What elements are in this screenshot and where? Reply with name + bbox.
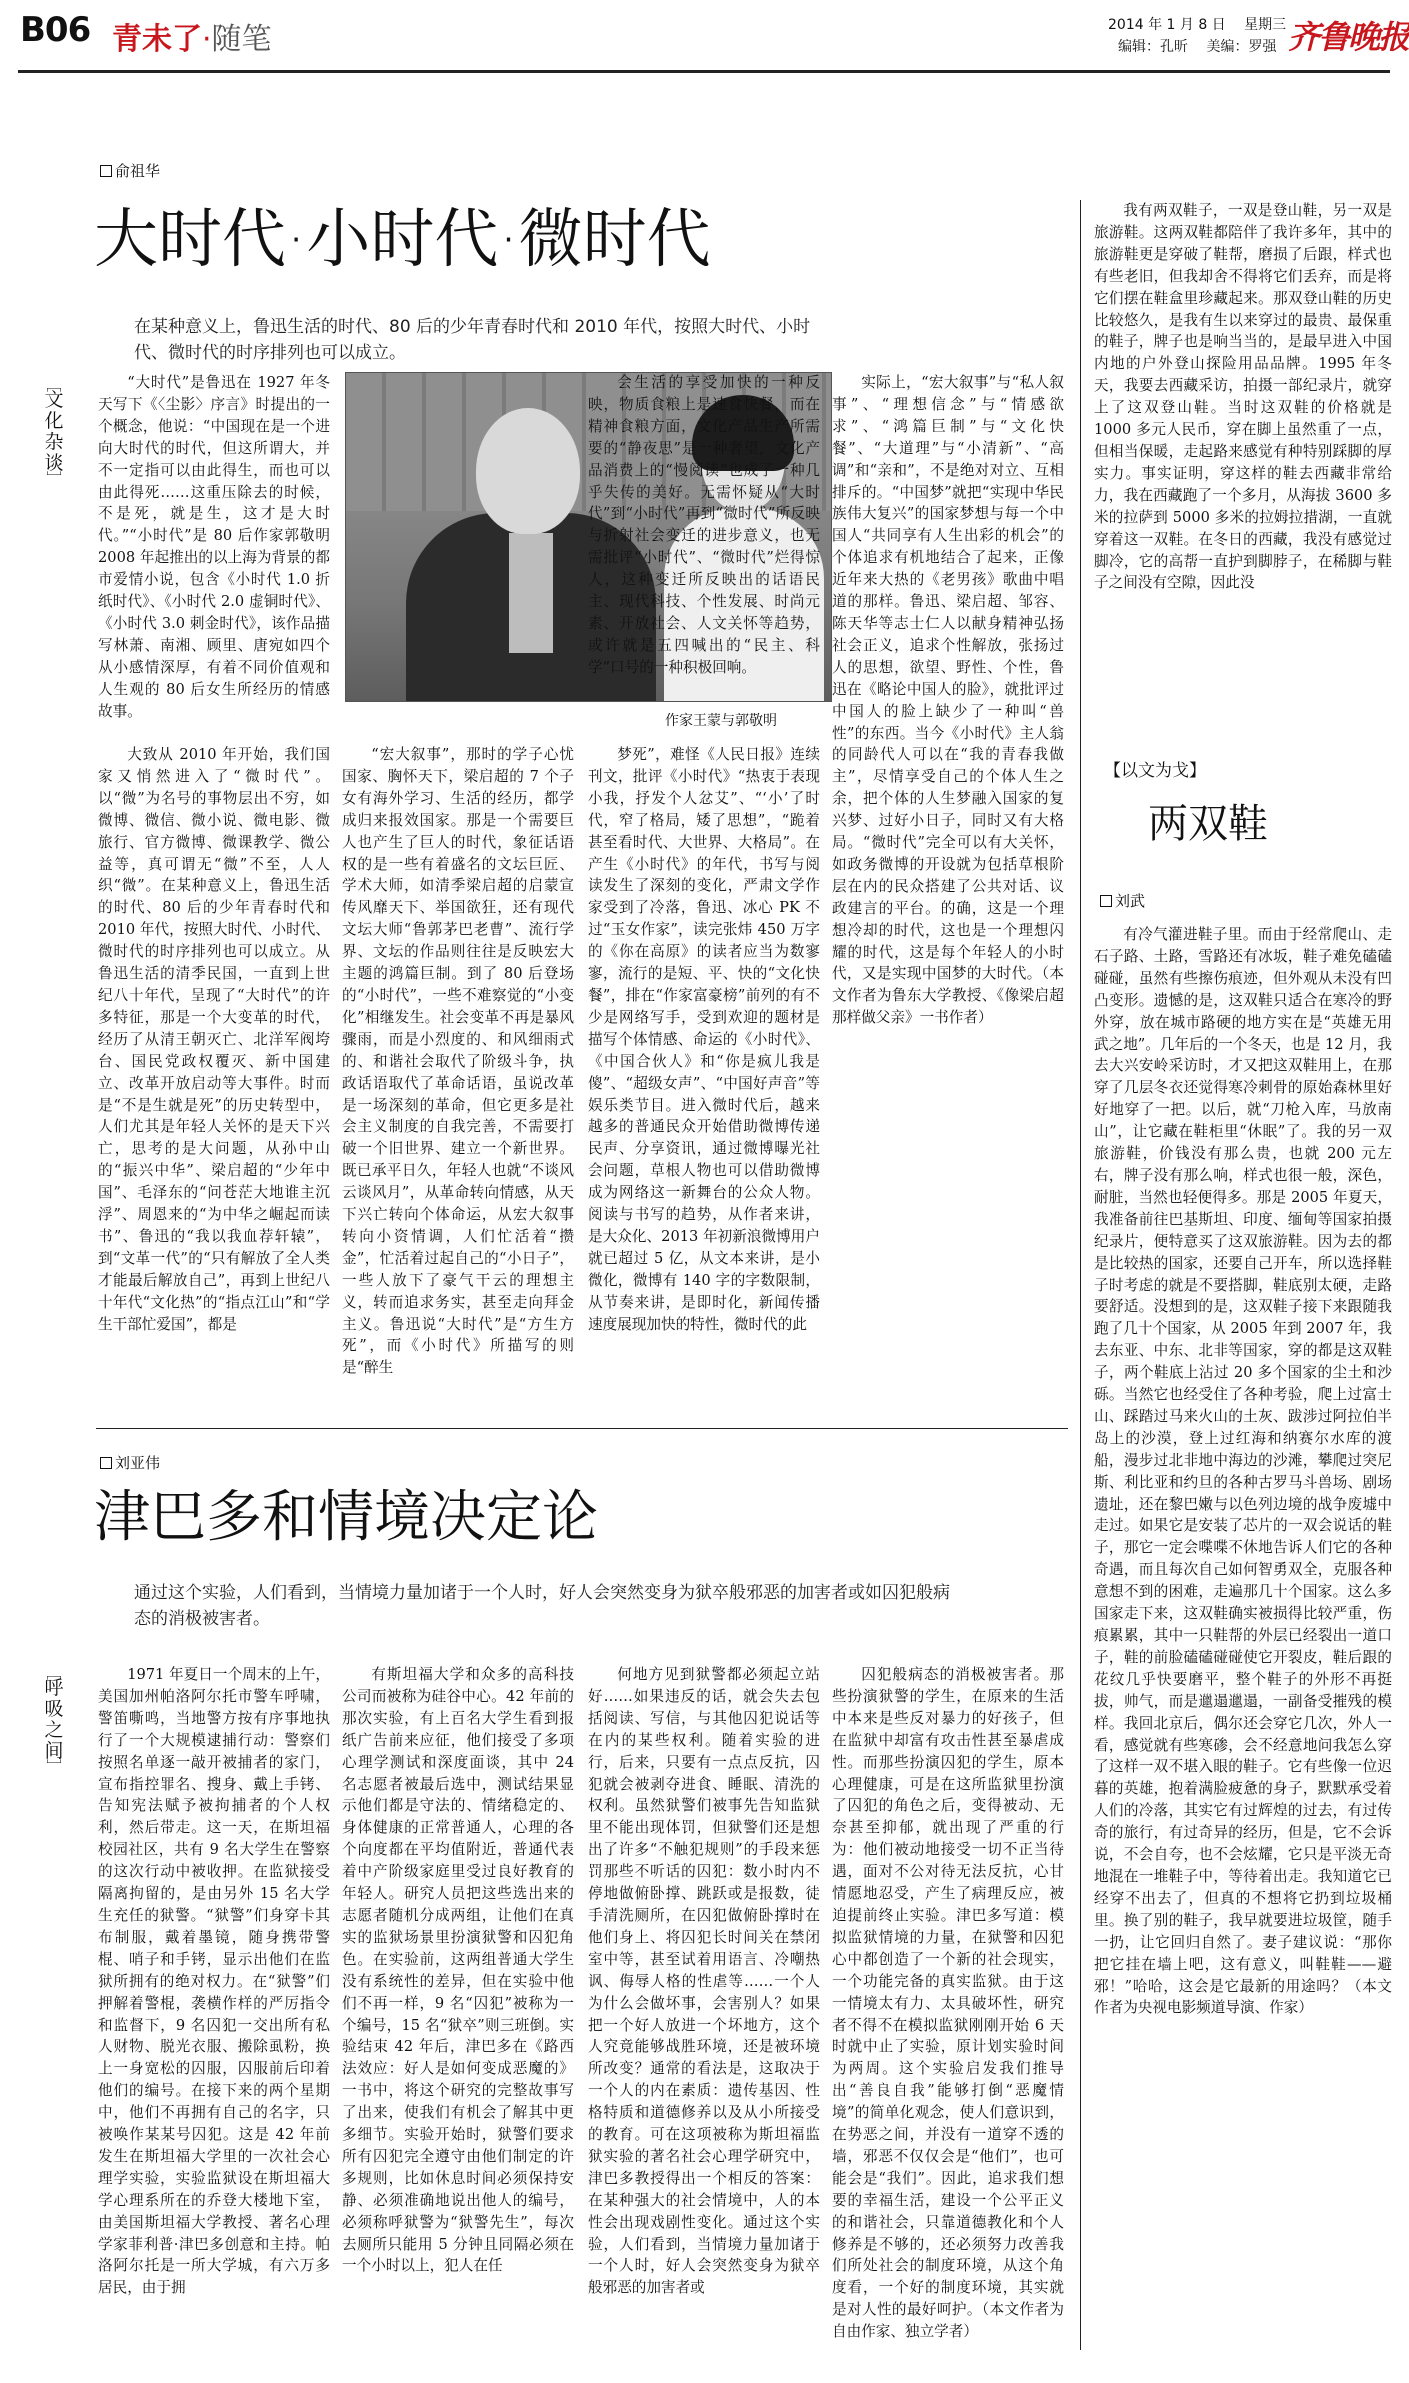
column-label-char: 谈: [44, 452, 64, 474]
paragraph: 大致从 2010 年开始，我们国家又悄然进入了“微时代”。以“微”为名号的事物层出不穷，如微博、微信、微小说、微电影、微旅行、官方微博、微课教学、微公益等，真可谓无“微”不至，人人织“微”。在某种意义上，鲁迅生活的时代、80 后的少年青春时代和 2010 年代，按照大时代、小时代、微时代的时序排列也可以成立。从鲁迅生活的清季民国，一直到上世纪八十年代，呈现了“大时代”的许多特征，那是一个大变革的时代，经历了从清王朝灭亡、北洋军阀垮台、国民党政权覆灭、新中国建立、改革开放启动等大事件。时而是“不是生就是死”的历史转型中，人们尤其是年轻人关怀的是天下兴亡，思考的是大问题，从孙中山的“振兴中华”、梁启超的“少年中国”、毛泽东的“问苍茫大地谁主沉浮”、周恩来的“为中华之崛起而读书”、鲁迅的“我以我血荐轩辕”，到“文革一代”的“只有解放了全人类才能最后解放自己”，再到上世纪八十年代“文化热”的“指点江山”和“学生干部忙爱国”，都是: [98, 746, 330, 1333]
article1-author: 俞祖华: [115, 162, 161, 180]
article3-section-tag: 【以文为戈】: [1104, 761, 1206, 781]
article1-col3-bottom: [588, 744, 820, 1416]
issue-date: 2014 年 1 月 8 日: [1108, 17, 1226, 33]
article2-col4: [832, 1664, 1064, 2358]
article2-col2: [342, 1664, 574, 2358]
column-label-char: 呼: [44, 1677, 64, 1699]
article3-byline: [1100, 890, 1145, 911]
byline-box-icon: [1100, 895, 1112, 907]
paragraph: 有斯坦福大学和众多的高科技公司而被称为硅谷中心。42 年前的那次实验，有上百名大学生看到报纸广告前来应征，他们接受了多项心理学测试和深度面谈，其中 24 名志愿者被最后选中，测试结果显示他们都是守法的、情绪稳定的、身体健康的正常普通人，心理的各个向度都在平均值附近，普通代表着中产阶级家庭里受过良好教育的年轻人。研究人员把这些选出来的志愿者随机分成两组，让他们在真实的监狱场景里扮演狱警和囚犯角色。在实验前，这两组普通大学生没有系统性的差异，但在实验中他们不再一样，9 名“囚犯”被称为一个编号，15 名“狱卒”则三班倒。实验结束 42 年后，津巴多在《路西法效应：好人是如何变成恶魔的》一书中，将这个研究的完整故事写了出来，使我们有机会了解其中更多细节。实验开始时，狱警们要求所有囚犯完全遵守由他们制定的许多规则，比如休息时间必须保持安静、必须准确地说出他人的编号，必须称呼狱警为“狱警先生”，每次去厕所只能用 5 分钟且同隔必须在一个小时以上，犯人在任: [342, 1666, 574, 2275]
article3-author: 刘武: [1115, 892, 1146, 910]
issue-weekday: 星期三: [1244, 17, 1287, 33]
page-code: B06: [20, 10, 91, 50]
article1-photo-caption: 作家王蒙与郭敬明: [665, 713, 777, 729]
article2-lead: 通过这个实验，人们看到，当情境力量加诸于一个人时，好人会突然变身为狱卒般邪恶的加害者或如囚犯般病态的消极被害者。: [134, 1583, 950, 1629]
article1-lead: 在某种意义上，鲁迅生活的时代、80 后的少年青春时代和 2010 年代，按照大时代、小时代、微时代的时序排列也可以成立。: [134, 317, 811, 363]
editor-credit: 编辑：孔昕: [1118, 39, 1188, 55]
section-name-gray: 随笔: [211, 22, 272, 57]
article2-column-label: ﹇ 呼 吸 之 间 ﹈: [44, 1664, 64, 1776]
article1-col1-top: [98, 372, 330, 744]
paragraph: “大时代”是鲁迅在 1927 年冬天写下《〈尘影〉序言》时提出的一个概念，他说：“中国现在是一个进向大时代的时代，但这所谓大，并不一定指可以由此得生，而也可以由此得死……这重压除去的时候，不是死，就是生，这才是大时代。”“小时代”是 80 后作家郭敬明 2008 年起推出的以上海为背景的都市爱情小说，包含《小时代 1.0 折纸时代》、《小时代 2.0 虚铜时代》、《小时代 3.0 刺金时代》，该作品描写林萧、南湘、顾里、唐宛如四个从小感情深厚，有着不同价值观和人生观的 80 后女生所经历的情感故事。: [98, 374, 330, 720]
section-dot: ·: [202, 22, 212, 57]
paragraph: 有冷气灌进鞋子里。而由于经常爬山、走石子路、土路，雪路还有冰坂，鞋子难免磕磕碰碰，虽然有些擦伤痕迹，但外观从未没有凹凸变形。遗憾的是，这双鞋只适合在寒冷的野外穿，放在城市路硬的地方实在是“英雄无用武之地”。几年后的一个冬天，也是 12 月，我去大兴安岭采访时，才又把这双鞋用上，在那穿了几层冬衣还觉得寒冷刺骨的原始森林里好好地穿了一把。以后，就“刀枪入库，马放南山”，让它藏在鞋柜里“休眠”了。我的另一双旅游鞋，价钱没有那么贵，也就 200 元左右，牌子没有那么响，样式也很一般，深色，耐脏，当然也轻便得多。那是 2005 年夏天，我准备前往巴基斯坦、印度、缅甸等国家拍摄纪录片，便特意买了这双旅游鞋。因为去的都是比较热的国家，还要自己开车，所以选择鞋子时考虑的就是不要搭脚，鞋底别太硬，走路要舒适。没想到的是，这双鞋子接下来跟随我跑了几十个国家，从 2005 年到 2007 年，我去东亚、中东、北非等国家，穿的都是这双鞋子，两个鞋底上沾过 20 多个国家的尘土和沙砾。当然它也经受住了各种考验，爬上过富士山、踩踏过马来火山的土灰、跋涉过阿拉伯半岛上的沙漠，登上过红海和纳赛尔水库的渡船，漫步过北非地中海边的沙滩，攀爬过突尼斯、利比亚和约旦的各种古罗马斗兽场、剧场遗址，还在黎巴嫩与以色列边境的战争废墟中走过。如果它是安装了芯片的一双会说话的鞋子，那它一定会喋喋不休地告诉人们它的各种奇遇，而且每次自己如何智勇双全，克服各种意想不到的困难，走遍那几十个国家。这么多国家走下来，这双鞋确实被损得比较严重，伤痕累累，其中一只鞋帮的外层已经裂出一道口子，鞋的前脸磕磕碰碰使它开裂皮，鞋后跟的花纹几乎快要磨平，整个鞋子的外形不再挺拔，帅气，而是邋遢邋遢，一副备受摧残的模样。我回北京后，偶尔还会穿它几次，外人一看，感觉就有些寒碜，会不经意地问我怎么穿了这样一双不堪入眼的鞋子。它有些像一位迟暮的英雄，抱着满脸疲惫的身子，默默承受着人们的冷落，其实它有过辉煌的过去，有过传奇的旅行，有过奇异的经历，但是，它不会诉说，不会自夸，也不会炫耀，它只是平淡无奇地混在一堆鞋子中，等待着出走。我知道它已经穿不出去了，但真的不想将它扔到垃圾桶里。换了别的鞋子，我早就要进垃圾筐，随手一扔，让它回归自然了。妻子建议说：“那你把它挂在墙上吧，这有意义，叫鞋鞋——避邪！”哈哈，这会是它最新的用途吗？（本文作者为央视电影频道导演、作家）: [1094, 926, 1392, 2017]
masthead: [0, 0, 1409, 72]
article-divider: [96, 1428, 1068, 1429]
article2-col3: [588, 1664, 820, 2358]
article1-title: 大时代·小时代·微时代: [94, 203, 711, 277]
editor-line: [1118, 36, 1276, 56]
article1-column-label: ﹇ 文 化 杂 谈 ﹈: [44, 376, 64, 488]
paragraph: “宏大叙事”，那时的学子心忧国家、胸怀天下，梁启超的 7 个子女有海外学习、生活的经历，都学成归来报效国家。那是一个需要巨人也产生了巨人的时代，象征话语权的是一些有着盛名的文坛巨匠、学术大师，如清季梁启超的启蒙宣传风靡天下、举国欲狂，还有现代文坛大师“鲁郭茅巴老曹”、流行学界、文坛的作品则往往是反映宏大主题的鸿篇巨制。到了 80 后登场的“小时代”，一些不难察觉的“小变化”相继发生。社会变革不再是暴风骤雨，而是小烈度的、和风细雨式的、和谐社会取代了阶级斗争，执政话语取代了革命话语，虽说改革是一场深刻的革命，但它更多是社会主义制度的自我完善，不需要打破一个旧世界、建立一个新世界。既已承平日久，年轻人也就“不谈风云谈风月”，从革命转向情感，从天下兴亡转向个体命运，从宏大叙事转向小资情调，人们忙活着“攒金”，忙活着过起自己的“小日子”，一些人放下了豪气干云的理想主义，转而追求务实，甚至走向拜金主义。鲁迅说“大时代”是“方生方死”，而《小时代》所描写的则是“醉生: [342, 746, 574, 1377]
byline-box-icon: [100, 165, 112, 177]
masthead-rule: [18, 70, 1390, 73]
article3-title: 两双鞋: [1148, 801, 1268, 847]
article1-col4: [832, 372, 1064, 1416]
vertical-divider: [1080, 200, 1081, 2350]
article1-col1-bottom: [98, 744, 330, 1416]
column-label-char: 杂: [44, 431, 64, 453]
designer-credit: 美编：罗强: [1206, 39, 1277, 55]
column-label-char: 文: [44, 389, 64, 411]
paragraph: 何地方见到狱警都必须起立站好……如果违反的话，就会失去包括阅读、写信，与其他囚犯说话等在内的某些权利。随着实验的进行，后来，只要有一点点反抗，囚犯就会被剥夺进食、睡眠、清洗的权利。虽然狱警们被事先告知监狱里不能出现体罚，但狱警们还是想出了许多“不触犯规则”的手段来惩罚那些不听话的囚犯：数小时内不停地做俯卧撑、跳跃或是报数，徒手清洗厕所，在囚犯做俯卧撑时在他们身上、将囚犯长时间关在禁闭室中等，甚至试着用语言、冷嘲热讽、侮辱人格的性虐等……一个人为什么会做坏事，会害别人？如果把一个好人放进一个坏地方，这个人究竟能够战胜环境，还是被环境所改变？通常的看法是，这取决于一个人的内在素质：遗传基因、性格特质和道德修养以及从小所接受的教育。可在这项被称为斯坦福监狱实验的著名社会心理学研究中，津巴多教授得出一个相反的答案：在某种强大的社会情境中，人的本性会出现戏剧性变化。通过这个实验，人们看到，当情境力量加诸于一个人时，好人会突然变身为狱卒般邪恶的加害者或: [588, 1666, 820, 2297]
paper-logo: 齐鲁晚报: [1288, 18, 1409, 56]
column-label-char: 间: [44, 1740, 64, 1762]
paragraph: 实际上，“宏大叙事”与“私人叙事”、“理想信念”与“情感欲求”、“鸿篇巨制”与“文化快餐”、“大道理”与“小清新”、“高调”和“亲和”，不是绝对对立、互相排斥的。“中国梦”就把“实现中华民族伟大复兴”的国家梦想与每一个中国人“共同享有人生出彩的机会”的个体追求有机地结合了起来，正像近年来大热的《老男孩》歌曲中唱道的那样。鲁迅、梁启超、邹容、陈天华等志士仁人以献身精神弘扬社会正义，追求个性解放，张扬过人的思想，欲望、野性、个性，鲁迅在《略论中国人的脸》，就批评过中国人的脸上缺少了一种叫“兽性”的东西。当今《小时代》主人翁的同龄代人可以在“我的青春我做主”，尽情享受自己的个体人生之余，把个体的人生梦融入国家的复兴梦、过好小日子，同时又有大格局。“微时代”完全可以有大关怀，如政务微博的开设就为包括草根阶层在内的民众搭建了公共对话、议政建言的平台。的确，这是一个理想冷却的时代，这也是一个理想闪耀的时代，这是每个年轻人的小时代，又是实现中国梦的大时代。（本文作者为鲁东大学教授、《像梁启超那样做父亲》一书作者）: [832, 374, 1064, 1027]
article1-col2: [342, 744, 574, 1416]
article1-byline: [100, 160, 160, 181]
paragraph: 我有两双鞋子，一双是登山鞋，另一双是旅游鞋。这两双鞋都陪伴了我许多年，其中的旅游鞋更是穿破了鞋帮，磨损了后跟，样式也有些老旧，但我却舍不得将它们丢弃，而是将它们摆在鞋盒里珍藏起来。那双登山鞋的历史比较悠久，是我有生以来穿过的最贵、最保重的鞋子，牌子也是响当当的，是最早进入中国内地的户外登山探险用品品牌。1995 年冬天，我要去西藏采访，拍摄一部纪录片，就穿上了这双登山鞋。当时这双鞋的价格就是 1000 多元人民币，穿在脚上虽然重了一点，但相当保暖，走起路来感觉有种特别踩脚的厚实力。事实证明，穿这样的鞋去西藏非常给力，我在西藏跑了一个多月，从海拔 3600 多米的拉萨到 5000 多米的拉姆拉措湖，一直就穿着这一双鞋。在冬日的西藏，我没有感觉过脚冷，它的高帮一直护到脚脖子，在稀脚与鞋子之间没有空隙，因此没: [1094, 202, 1392, 592]
section-name-red: 青未了: [112, 22, 202, 57]
paragraph: 1971 年夏日一个周末的上午，美国加州帕洛阿尔托市警车呼啸，警笛嘶鸣，当地警方按有序事地执行了一个大规模逮捕行动：警察们按照名单逐一敲开被捕者的家门，宣布指控罪名、搜身、戴上手铐、告知宪法赋予被拘捕者的个人权利，然后带走。这一天，在斯坦福校园社区，共有 9 名大学生在警察的这次行动中被收押。在监狱接受隔离拘留的，是由另外 15 名大学生充任的狱警。“狱警”们身穿卡其布制服，戴着墨镜，随身携带警棍、哨子和手铐，显示出他们在监狱所拥有的绝对权力。在“狱警”们押解着警棍，袭横作样的严厉指令和监督下，9 名囚犯一交出所有私人财物、脱光衣服、搬除虱粉，换上一身宽松的囚服，囚服前后印着他们的编号。在接下来的两个星期中，他们不再拥有自己的名字，只被唤作某某号囚犯。这是 42 年前发生在斯坦福大学里的一次社会心理学实验，实验监狱设在斯坦福大学心理系所在的乔登大楼地下室，由美国斯坦福大学教授、著名心理学家菲利普·津巴多创意和主持。帕洛阿尔托是一所大学城，有六万多居民，由于拥: [98, 1666, 330, 2297]
column-label-char: 化: [44, 410, 64, 432]
article1-col3-top: [588, 372, 820, 732]
article2-title: 津巴多和情境决定论: [94, 1485, 598, 1550]
section-name: [112, 14, 272, 58]
article2-author: 刘亚伟: [115, 1454, 161, 1472]
column-label-char: 之: [44, 1719, 64, 1741]
paragraph: 会生活的享受加快的一种反映，物质食粮上是速食快餐，而在精神食粮方面，文化产品生产所需要的“静夜思”是一种奢望，文化产品消费上的“慢阅读”也成了一种几乎失传的美好。无需怀疑从“大时代”到“小时代”再到“微时代”所反映与折射社会变迁的进步意义，也无需批评“小时代”、“微时代”烂得惊人，这种变迁所反映出的话语民主、现代科技、个性发展、时尚元素、开放社会、人文关怀等趋势，或许就是五四喊出的“民主、科学”口号的一种积极回响。: [588, 374, 820, 676]
article3-top: [1094, 200, 1392, 748]
article2-byline: [100, 1452, 160, 1473]
date-line: [1108, 14, 1286, 34]
byline-box-icon: [100, 1457, 112, 1469]
paragraph: 囚犯般病态的消极被害者。那些扮演狱警的学生，在原来的生活中本来是些反对暴力的好孩子，但在监狱中却富有攻击性甚至暴虐成性。而那些扮演囚犯的学生，原本心理健康，可是在这所监狱里扮演了囚犯的角色之后，变得被动、无奈甚至抑郁，就出现了严重的行为：他们被动地接受一切不正当待遇，面对不公对待无法反抗，心甘情愿地忍受，产生了病理反应，被迫提前终止实验。津巴多写道：模拟监狱情境的力量，在狱警和囚犯心中都创造了一个新的社会现实，一个功能完备的真实监狱。由于这一情境太有力、太具破坏性，研究者不得不在模拟监狱刚刚开始 6 天时就中止了实验，原计划实验时间为两周。这个实验启发我们推导出“善良自我”能够打倒“恶魔情境”的简单化观念，使人们意识到，在势恶之间，并没有一道穿不透的墙，邪恶不仅仅会是“他们”，也可能会是“我们”。因此，追求我们想要的幸福生活，建设一个公平正义的和谐社会，只靠道德教化和个人修养是不够的，还必须努力改善我们所处社会的制度环境，从这个角度看，一个好的制度环境，其实就是对人性的最好呵护。（本文作者为自由作家、独立学者）: [832, 1666, 1064, 2341]
article3-bottom: [1094, 924, 1392, 2358]
column-label-char: 吸: [44, 1698, 64, 1720]
paragraph: 梦死”，难怪《人民日报》连续刊文，批评《小时代》“热衷于表现小我，抒发个人忿艾”、“‘小’了时代，窄了格局，矮了思想”，“跪着甚至看时代、大世界、大格局”。在产生《小时代》的年代，书写与阅读发生了深刻的变化，严肃文学作家受到了冷落，鲁迅、冰心 PK 不过“玉女作家”，读完张炜 450 万字的《你在高原》的读者应当为数寥寥，流行的是短、平、快的“文化快餐”，排在“作家富豪榜”前列的有不少是网络写手，受到欢迎的题材是描写个体情感、命运的《小时代》、《中国合伙人》和“你是疯儿我是傻”、“超级女声”、“中国好声音”等娱乐类节目。进入微时代后，越来越多的普通民众开始借助微博传递民声、分享资讯，通过微博曝光社会问题，草根人物也可以借助微博成为网络这一新舞台的公众人物。阅读与书写的趋势，从作者来讲，是大众化、2013 年初新浪微博用户就已超过 5 亿，从文本来讲，是小微化，微博有 140 字的字数限制，从节奏来讲，是即时化，新闻传播速度展现加快的特性，微时代的此: [588, 746, 820, 1333]
article2-col1: [98, 1664, 330, 2358]
